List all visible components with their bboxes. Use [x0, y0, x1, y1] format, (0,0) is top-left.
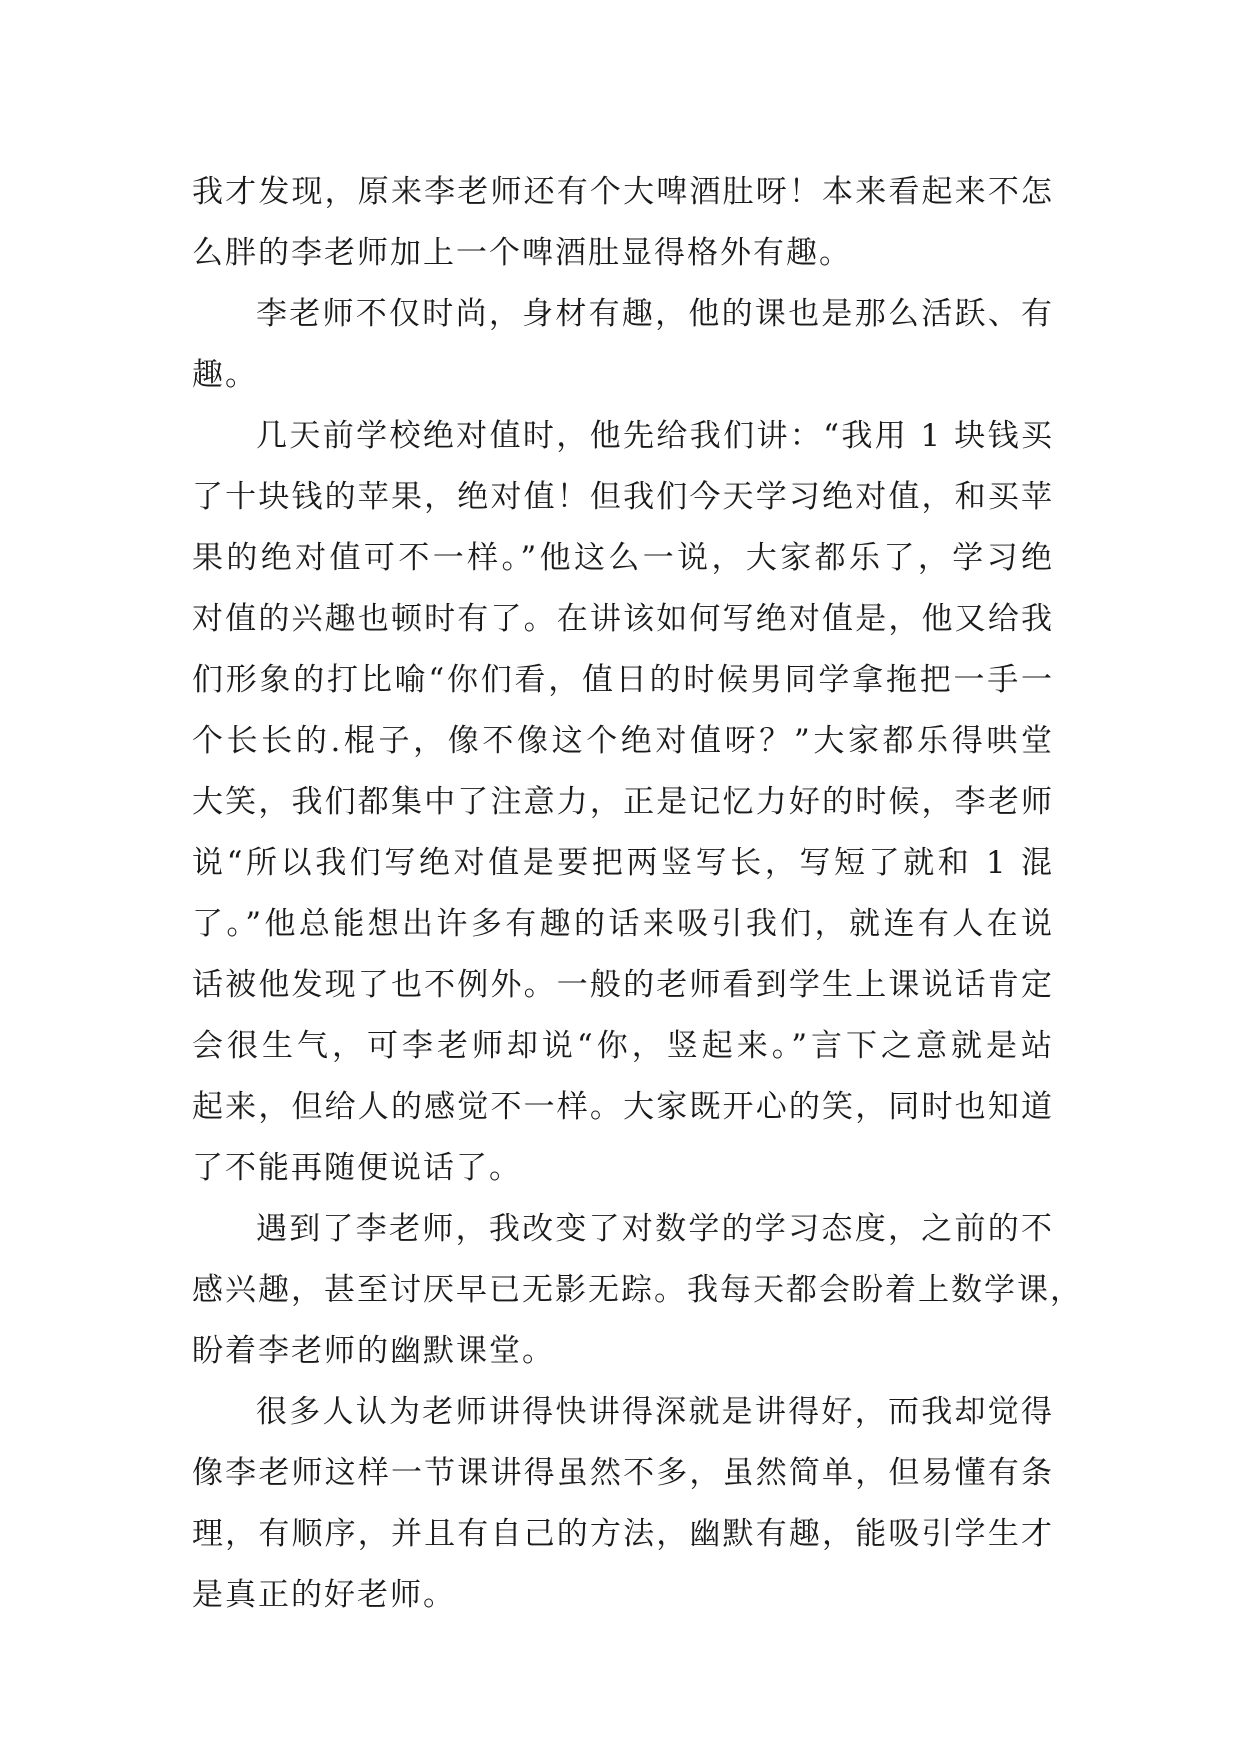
- text-line: 果的绝对值可不一样。”他这么一说，大家都乐了，学习绝: [192, 540, 1054, 576]
- text-line: 李老师不仅时尚，身材有趣，他的课也是那么活跃、有: [256, 296, 1054, 332]
- paragraph-3: [192, 406, 1054, 1199]
- text-line: 大笑，我们都集中了注意力，正是记忆力好的时候，李老师: [192, 784, 1054, 820]
- text-line: 很多人认为老师讲得快讲得深就是讲得好，而我却觉得: [256, 1394, 1054, 1430]
- text-line: 了十块钱的苹果，绝对值！但我们今天学习绝对值，和买苹: [192, 479, 1054, 515]
- text-line: 起来，但给人的感觉不一样。大家既开心的笑，同时也知道: [192, 1089, 1054, 1125]
- paragraph-2: [192, 284, 1054, 406]
- text-line: 盼着李老师的幽默课堂。: [192, 1333, 555, 1369]
- text-line: 个长长的.棍子，像不像这个绝对值呀？”大家都乐得哄堂: [192, 723, 1054, 759]
- text-line: 么胖的李老师加上一个啤酒肚显得格外有趣。: [192, 235, 852, 271]
- text-line: 是真正的好老师。: [192, 1577, 456, 1613]
- paragraph-1: [192, 162, 1054, 284]
- text-line: 了。”他总能想出许多有趣的话来吸引我们，就连有人在说: [192, 906, 1054, 942]
- text-line: 会很生气，可李老师却说“你，竖起来。”言下之意就是站: [192, 1028, 1054, 1064]
- text-line: 们形象的打比喻“你们看，值日的时候男同学拿拖把一手一: [192, 662, 1054, 698]
- text-line: 感兴趣，甚至讨厌早已无影无踪。我每天都会盼着上数学课，: [192, 1272, 1083, 1308]
- text-line: 理，有顺序，并且有自己的方法，幽默有趣，能吸引学生才: [192, 1516, 1054, 1552]
- text-line: 像李老师这样一节课讲得虽然不多，虽然简单，但易懂有条: [192, 1455, 1054, 1491]
- text-line: 了不能再随便说话了。: [192, 1150, 522, 1186]
- text-line: 对值的兴趣也顿时有了。在讲该如何写绝对值是，他又给我: [192, 601, 1054, 637]
- text-line: 话被他发现了也不例外。一般的老师看到学生上课说话肯定: [192, 967, 1054, 1003]
- document-body: [192, 162, 1083, 1626]
- text-line: 几天前学校绝对值时，他先给我们讲：“我用 1 块钱买: [256, 418, 1054, 454]
- paragraph-4: [192, 1199, 1083, 1382]
- text-line: 趣。: [192, 357, 258, 393]
- text-line: 说“所以我们写绝对值是要把两竖写长，写短了就和 1 混: [192, 845, 1054, 881]
- paragraph-5: [192, 1382, 1054, 1626]
- text-line: 遇到了李老师，我改变了对数学的学习态度，之前的不: [256, 1211, 1054, 1247]
- text-line: 我才发现，原来李老师还有个大啤酒肚呀！本来看起来不怎: [192, 174, 1054, 210]
